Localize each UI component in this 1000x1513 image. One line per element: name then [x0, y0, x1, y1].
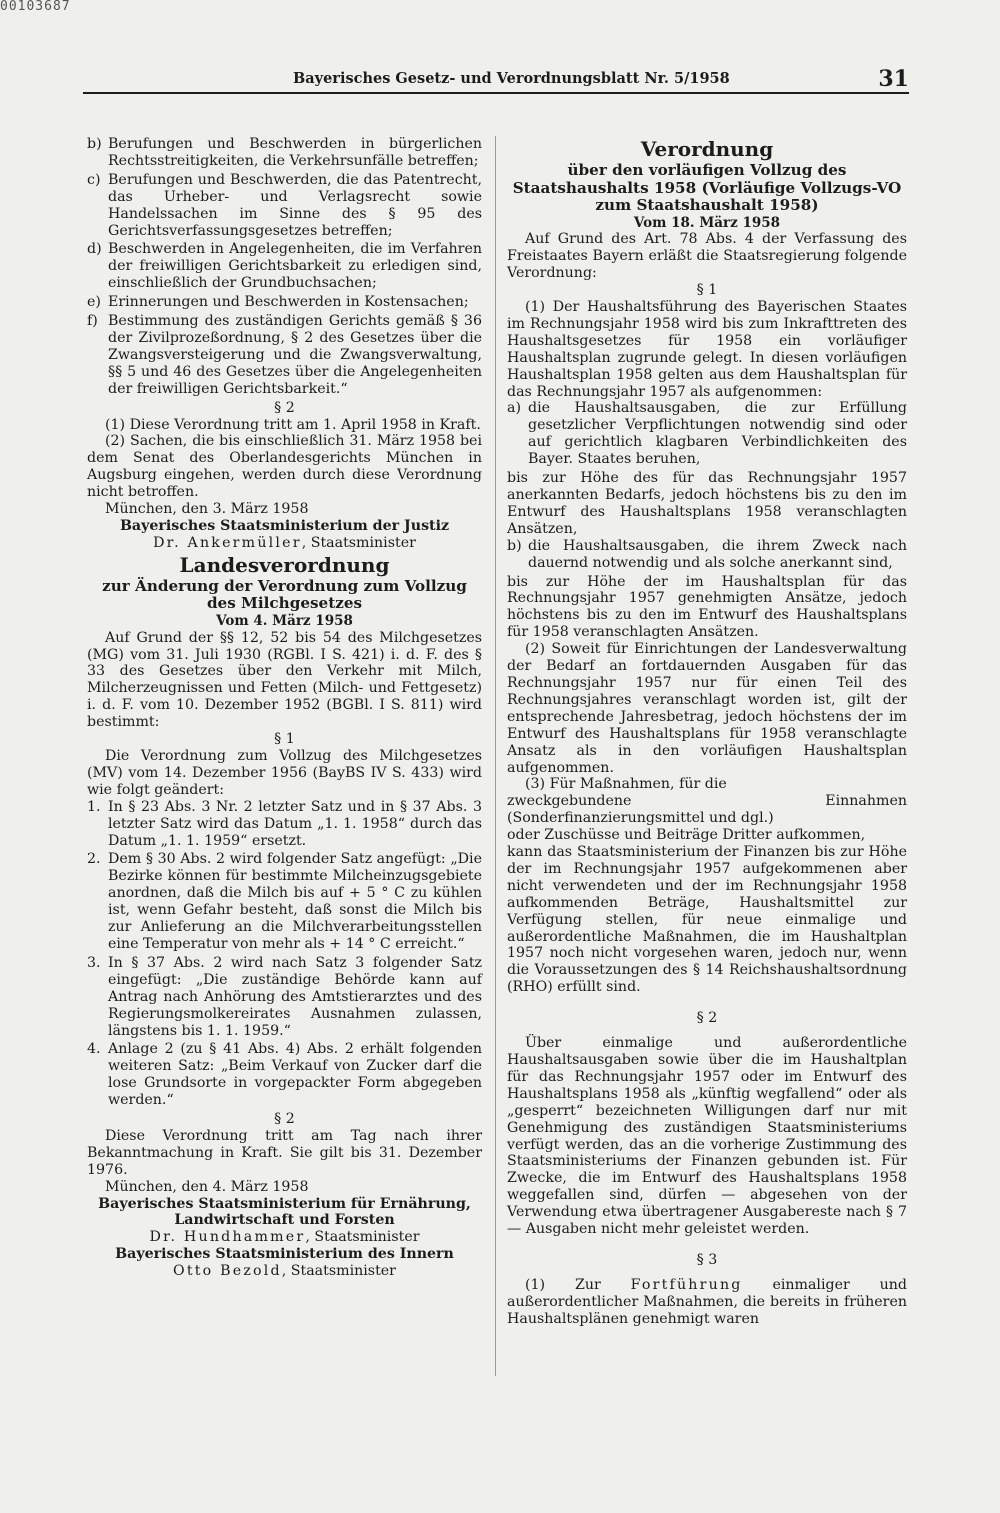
item-text: die Haushaltsausgaben, die zur Erfüllung gesetzlicher Verpflichtungen notwendig sind oder auf gerichtlich klagbaren Verbindlichkeiten des Bayer. Staates beruhen, — [528, 400, 907, 468]
paragraph: Diese Verordnung tritt am Tag nach ihrer Bekanntmachung in Kraft. Sie gilt bis 31. Dezember 1976. — [87, 1127, 482, 1178]
document-title: Verordnung — [640, 137, 774, 161]
signer-name: Otto Bezold — [173, 1263, 282, 1280]
item-marker: 2. — [87, 851, 101, 868]
document-subtitle: über den vorläufigen Vollzug des Staatshaushalts 1958 (Vorläufige Vollzugs-VO zum Staatshaushalt 1958) — [512, 161, 902, 214]
item-text: Dem § 30 Abs. 2 wird folgender Satz angefügt: „Die Bezirke können für bestimmte Milcheinzugsgebiete anordnen, daß die Milch bis auf + 5 ° C zu kühlen ist, wenn Gefahr besteht, daß sonst die Milch bis zur Anlieferung an die Milchverarbeitungsstellen eine Temperatur von mehr als + 14 ° C erreicht.“ — [108, 851, 482, 952]
item-marker: e) — [87, 294, 101, 311]
item-text: In § 23 Abs. 3 Nr. 2 letzter Satz und in § 37 Abs. 3 letzter Satz wird das Datum „1. 1. 1958“ durch das Datum „1. 1. 1959“ ersetzt. — [108, 798, 482, 849]
signature-line — [87, 1229, 482, 1246]
item-marker: d) — [87, 241, 102, 258]
signature-line — [87, 535, 482, 552]
item-text: Berufungen und Beschwerden, die das Patentrecht, das Urheber- und Verlagsrecht sowie Handelssachen im Sinne des § 95 des Gerichtsverfassungsgesetzes betreffen; — [108, 171, 482, 239]
paragraph-rest: einmaliger und außerordentlicher Maßnahmen, die bereits in früheren Haushaltsplänen genehmigt waren — [507, 1276, 907, 1327]
item-subtext: bis zur Höhe des für das Rechnungsjahr 1957 anerkannten Bedarfs, jedoch höchstens bis zu den im Entwurf des Haushaltsplans 1958 veranschlagten Ansätzen, — [507, 470, 907, 537]
item-marker: 1. — [87, 798, 101, 815]
document-date: Vom 18. März 1958 — [633, 214, 781, 231]
item-text: Berufungen und Beschwerden in bürgerlichen Rechtsstreitigkeiten, die Verkehrsunfälle betreffen; — [108, 136, 482, 169]
paragraph: Auf Grund des Art. 78 Abs. 4 der Verfassung des Freistaates Bayern erläßt die Staatsregierung folgende Verordnung: — [507, 231, 907, 282]
section-heading: § 2 — [696, 1010, 718, 1027]
ministry-name: Bayerisches Staatsministerium für Ernährung, — [98, 1195, 471, 1212]
list-item — [87, 955, 482, 1040]
document-subtitle: des Milchgesetzes — [206, 594, 363, 613]
paragraph-lead: (1) Zur — [525, 1276, 631, 1293]
list-item — [87, 172, 482, 240]
paragraph: (3) Für Maßnahmen, für die — [525, 776, 727, 793]
paragraph: Auf Grund der §§ 12, 52 bis 54 des Milchgesetzes (MG) vom 31. Juli 1930 (RGBl. I S. 421) i. d. F. des § 33 des Gesetzes über den Verkehr mit Milch, Milcherzeugnissen und Fetten (Milch- und Fettgesetz) i. d. F. vom 10. Dezember 1952 (BGBl. I S. 811) wird bestimmt: — [87, 629, 482, 731]
list-item — [87, 1041, 482, 1109]
document-date: Vom 4. März 1958 — [216, 612, 353, 629]
ministry-name: Landwirtschaft und Forsten — [174, 1212, 395, 1229]
document-subtitle: zur Änderung der Verordnung zum Vollzug — [102, 576, 467, 595]
list-item — [87, 294, 482, 311]
items-top-list — [87, 136, 482, 398]
item-text: Anlage 2 (zu § 41 Abs. 4) Abs. 2 erhält folgenden weiteren Satz: „Beim Verkauf von Zucker darf die lose Grundsorte in vorgepackter Form abgegeben werden.“ — [108, 1041, 482, 1109]
ministry-name: Bayerisches Staatsministerium des Innern — [115, 1246, 454, 1263]
signer-title: , Staatsminister — [305, 1229, 420, 1246]
place-date: München, den 3. März 1958 — [105, 501, 309, 518]
emphasis-spaced: Fortführung — [630, 1276, 743, 1293]
signer-title: , Staatsminister — [281, 1263, 396, 1280]
amendment-list — [87, 799, 482, 1109]
signer-name: Dr. Ankermüller — [153, 534, 302, 551]
list-item — [87, 241, 482, 292]
paragraph — [507, 1277, 907, 1328]
paragraph: (1) Der Haushaltsführung des Bayerischen Staates im Rechnungsjahr 1958 wird bis zum Inkrafttreten des Haushaltsgesetzes für 1958 ein vorläufiger Haushaltsplan zugrunde gelegt. In diesen vorläufigen Haushaltsplan 1958 gelten aus dem Haushaltsplan für das Rechnungsjahr 1957 als aufgenommen: — [507, 299, 907, 400]
section-heading: § 1 — [274, 731, 295, 748]
paragraph: (1) Diese Verordnung tritt am 1. April 1958 in Kraft. — [105, 416, 481, 433]
item-marker: c) — [87, 171, 101, 188]
scan-id: 00103687 — [0, 0, 71, 14]
item-marker: b) — [87, 136, 102, 152]
ministry-name: Bayerisches Staatsministerium der Justiz — [119, 517, 450, 534]
document-title: Landesverordnung — [179, 552, 390, 577]
item-text: Erinnerungen und Beschwerden in Kostensachen; — [108, 294, 469, 311]
paragraph: Über einmalige und außerordentliche Haushaltsausgaben sowie über die im Haushaltplan für das Rechnungsjahr 1957 oder im Entwurf des Haushaltsplans 1958 als „künftig wegfallend“ oder als „gesperrt“ bezeichneten Willigungen darf nur mit Genehmigung des zuständigen Staatsministeriums verfügt werden, das an die vorherige Zustimmung des Staatsministeriums der Finanzen gebunden ist. Für Zwecke, die im Entwurf des Haushaltsplans 1958 weggefallen sind, dürfen — abgesehen von der Verwendung etwa übertragener Ausgabereste nach § 7 — Ausgaben nicht mehr geleistet werden. — [507, 1035, 907, 1238]
left-column — [87, 136, 482, 1280]
list-item — [507, 400, 907, 468]
right-column — [507, 136, 907, 1328]
section-heading: § 3 — [696, 1251, 718, 1268]
paragraph: kann das Staatsministerium der Finanzen bis zur Höhe der im Rechnungsjahr 1957 aufgekommenen aber nicht verwendeten und der im Rechnungsjahr 1958 aufkommenden Beträge, Haushaltsmittel zur Verfügung stellen, für neue einmalige und außerordentliche Maßnahmen, die im Haushaltplan 1957 noch nicht vorgesehen waren, jedoch nur, wenn die Voraussetzungen des § 14 Reichshaushaltsordnung (RHO) erfüllt sind. — [507, 844, 907, 996]
column-divider — [495, 136, 496, 1376]
section-heading: § 1 — [696, 282, 718, 299]
item-text: Beschwerden in Angelegenheiten, die im Verfahren der freiwilligen Gerichtsbarkeit zu erledigen sind, einschließlich der Grundbuchsachen; — [108, 241, 482, 292]
item-text: Bestimmung des zuständigen Gerichts gemäß § 36 der Zivilprozeßordnung, § 2 des Gesetzes über die Zwangsversteigerung und die Zwangsverwaltung, §§ 5 und 46 des Gesetzes über die Angelegenheiten der freiwilligen Gerichtsbarkeit.“ — [108, 313, 482, 397]
paragraph-indented: oder Zuschüsse und Beiträge Dritter aufkommen, — [507, 827, 866, 844]
list-item — [87, 851, 482, 952]
list-item — [87, 799, 482, 850]
list-item — [507, 538, 907, 572]
page-number: 31 — [878, 66, 909, 92]
place-date: München, den 4. März 1958 — [105, 1178, 309, 1195]
item-marker: 3. — [87, 954, 101, 971]
signer-name: Dr. Hundhammer — [149, 1229, 306, 1246]
item-text: die Haushaltsausgaben, die ihrem Zweck nach dauernd notwendig und als solche anerkannt sind, — [528, 537, 907, 571]
running-title: Bayerisches Gesetz- und Verordnungsblatt Nr. 5/1958 — [293, 70, 730, 87]
list-item — [87, 136, 482, 170]
item-marker: 4. — [87, 1041, 101, 1058]
section-heading: § 2 — [274, 399, 295, 416]
paragraph: Die Verordnung zum Vollzug des Milchgesetzes (MV) vom 14. Dezember 1956 (BayBS IV S. 433) wird wie folgt geändert: — [87, 748, 482, 798]
paragraph: (2) Sachen, die bis einschließlich 31. März 1958 bei dem Senat des Oberlandesgerichts München in Augsburg eingehen, werden durch diese Verordnung nicht betroffen. — [87, 433, 482, 501]
item-marker: f) — [87, 313, 98, 330]
signature-line — [87, 1263, 482, 1280]
section-heading: § 2 — [274, 1111, 295, 1128]
header-rule — [83, 92, 909, 94]
item-marker: a) — [507, 400, 521, 417]
item-marker: b) — [507, 537, 522, 554]
running-head — [83, 66, 909, 92]
item-text: In § 37 Abs. 2 wird nach Satz 3 folgender Satz eingefügt: „Die zuständige Behörde kann auf Antrag nach Anhörung des Amtstierarztes und des Regierungsmolkereirates Ausnahmen zulassen, längstens bis 1. 1. 1959.“ — [108, 954, 482, 1039]
paragraph-indented: zweckgebundene Einnahmen (Sonderfinanzierungsmittel und dgl.) — [507, 793, 907, 827]
list-item — [87, 313, 482, 398]
signer-title: , Staatsminister — [301, 534, 416, 551]
paragraph: (2) Soweit für Einrichtungen der Landesverwaltung der Bedarf an fortdauernden Ausgaben für das Rechnungsjahr 1957 nur für einen Teil des Rechnungsjahres veranschlagt worden ist, gilt der entsprechende Jahresbetrag, jedoch höchstens der im Entwurf des Haushaltsplans für 1958 veranschlagte Ansatz als in den vorläufigen Haushaltsplan aufgenommen. — [507, 641, 907, 776]
item-subtext: bis zur Höhe der im Haushaltsplan für das Rechnungsjahr 1957 genehmigten Ansätze, jedoch höchstens bis zu den im Entwurf des Haushaltsplans für 1958 veranschlagten Ansätzen. — [507, 573, 907, 641]
